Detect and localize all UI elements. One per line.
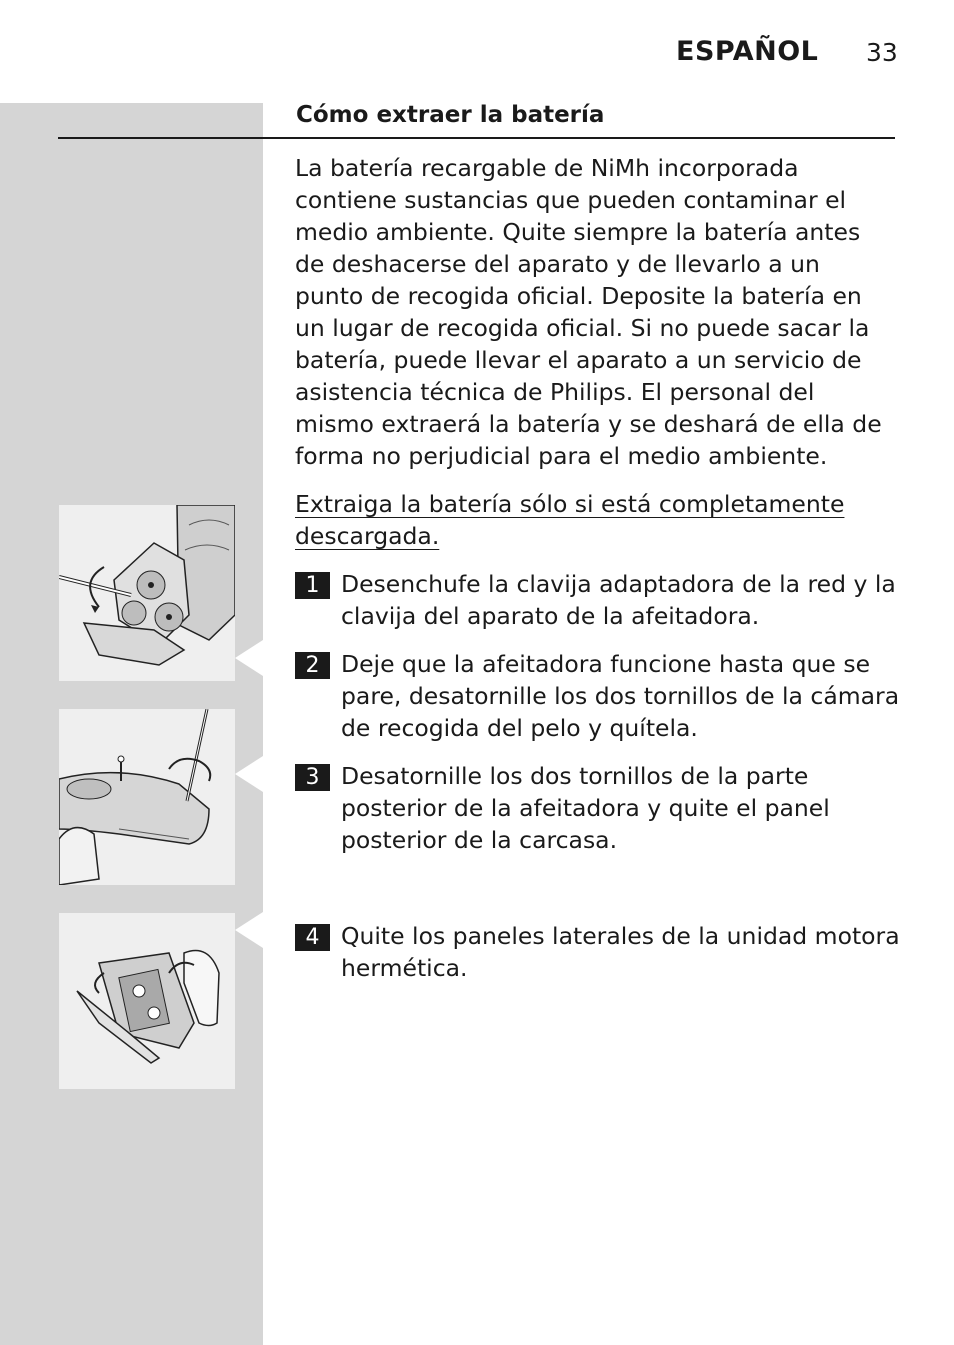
figure-back-panel-screws xyxy=(59,709,235,885)
page-number: 33 xyxy=(866,38,898,67)
intro-paragraph: La batería recargable de NiMh incorporada contiene sustancias que pueden contaminar el medio ambiente. Quite siempre la batería antes de deshacerse del aparato y de llevarlo a un punto de recogida oficial. Deposite la batería en un lugar de recogida oficial. Si no puede sacar la batería, puede llevar el aparato a un servicio de asistencia técnica de Philips. El personal del mismo extraerá la batería y se deshará de ella de forma no perjudicial para el medio ambiente. xyxy=(295,154,882,470)
shaver-head-illustration xyxy=(59,505,235,681)
figure-shaver-head-screws xyxy=(59,505,235,681)
figure-side-panels xyxy=(59,913,235,1089)
step-text: Desatornille los dos tornillos de la parte posterior de la afeitadora y quite el panel posterior de la carcasa. xyxy=(341,762,830,854)
step-text: Desenchufe la clavija adaptadora de la red y la clavija del aparato de la afeitadora. xyxy=(341,570,896,630)
section-title: Cómo extraer la batería xyxy=(296,102,605,128)
step-text: Quite los paneles laterales de la unidad motora hermética. xyxy=(341,922,900,982)
figure-pointer xyxy=(235,640,263,676)
warning-text: Extraiga la batería sólo si está completamente descargada. xyxy=(295,490,845,550)
shaver-back-illustration xyxy=(59,709,235,885)
step-number-badge: 4 xyxy=(295,924,330,951)
figure-pointer xyxy=(235,756,263,792)
page-language-header: ESPAÑOL xyxy=(676,36,819,67)
motor-unit-illustration xyxy=(59,913,235,1089)
figure-pointer xyxy=(235,912,263,948)
section-rule xyxy=(58,137,895,139)
warning-paragraph xyxy=(295,488,895,552)
step-number-badge: 3 xyxy=(295,764,330,791)
step-number-badge: 1 xyxy=(295,572,330,599)
step-number-badge: 2 xyxy=(295,652,330,679)
step-text: Deje que la afeitadora funcione hasta que se pare, desatornille los dos tornillos de la cámara de recogida del pelo y quítela. xyxy=(341,650,900,742)
